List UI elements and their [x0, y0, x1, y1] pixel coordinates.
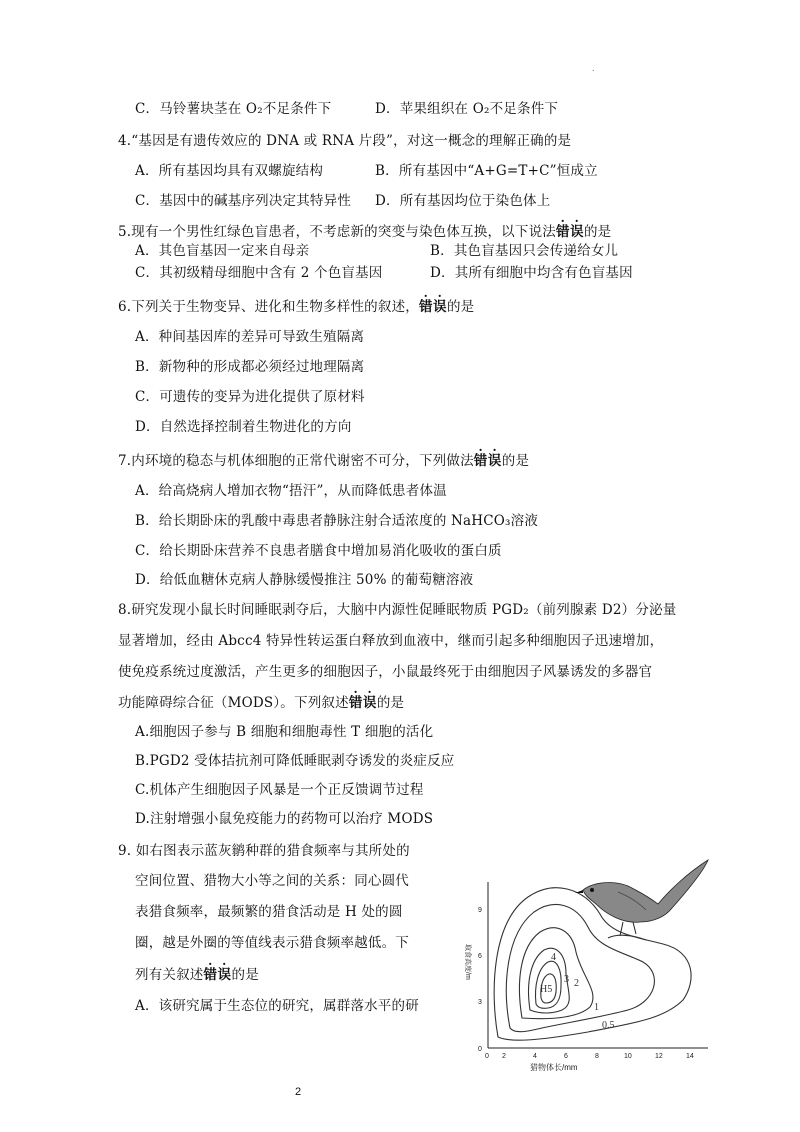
q7-stem-text: 7.内环境的稳态与机体细胞的正常代谢密不可分，下列做法: [118, 453, 474, 469]
q9-line-4: 圈，越是外圈的等值线表示猎食频率越低。下: [135, 935, 409, 951]
contour-label-0.5: 0.5: [602, 1020, 615, 1031]
q6-stem: [118, 298, 474, 316]
contour-label-h5: H5: [540, 984, 553, 995]
q7-emphasis-2: 误: [487, 453, 502, 469]
y-tick-label: 6: [478, 953, 482, 960]
q8-option-a: A.细胞因子参与 B 细胞和细胞毒性 T 细胞的活化: [135, 724, 434, 740]
y-tick-label: 0: [478, 1046, 482, 1053]
q4-option-b: B．所有基因中“A+G=T+C”恒成立: [375, 163, 598, 179]
q3-option-d: D．苹果组织在 O₂不足条件下: [375, 101, 559, 117]
q7-option-d: D．给低血糖休克病人静脉缓慢推注 50% 的葡萄糖溶液: [135, 572, 474, 588]
contour-label-2: 2: [574, 978, 579, 989]
q8-emphasis-2: 误: [362, 695, 377, 711]
x-tick-label: 12: [655, 1053, 663, 1060]
q4-stem: 4.“基因是有遗传效应的 DNA 或 RNA 片段”，对这一概念的理解正确的是: [118, 133, 572, 149]
q9-emphasis-1: 错: [203, 967, 218, 983]
y-tick-label: 9: [478, 907, 482, 914]
q7-stem: [118, 452, 529, 470]
q5-option-a: A．其色盲基因一定来自母亲: [135, 243, 310, 259]
q8-line-2: 显著增加，经由 Abcc4 特异性转运蛋白释放到血液中，继而引起多种细胞因子迅速增加，: [118, 633, 664, 649]
bird-illustration: [575, 860, 708, 940]
contour-label-3: 3: [564, 974, 569, 985]
q3-option-c: C．马铃薯块茎在 O₂不足条件下: [135, 101, 332, 117]
x-tick-label: 10: [624, 1053, 632, 1060]
q8-line-4: [118, 694, 404, 712]
q7-emphasis-1: 错: [473, 453, 488, 469]
x-tick-label: 0: [485, 1053, 489, 1060]
q6-stem-end: 的是: [446, 299, 475, 315]
q5-emphasis-2: 误: [569, 224, 584, 240]
foraging-contour-figure: [458, 852, 720, 1078]
corner-mark: .: [592, 64, 595, 73]
q6-stem-text: 6.下列关于生物变异、进化和生物多样性的叙述，: [118, 299, 419, 315]
q5-option-b: B．其色盲基因只会传递给女儿: [430, 243, 619, 259]
q9-line-2: 空间位置、猎物大小等之间的关系：同心圆代: [135, 873, 409, 889]
q9-line-3: 表猎食频率，最频繁的猎食活动是 H 处的圆: [135, 904, 403, 920]
q7-option-b: B．给长期卧床的乳酸中毒患者静脉注射合适浓度的 NaHCO₃溶液: [135, 513, 539, 529]
q8-option-c: C.机体产生细胞因子风暴是一个正反馈调节过程: [135, 782, 424, 798]
q6-emphasis-1: 错: [418, 299, 433, 315]
q8-emphasis-1: 错: [348, 695, 363, 711]
q7-option-a: A．给高烧病人增加衣物“捂汗”，从而降低患者体温: [135, 483, 447, 499]
q5-stem-end: 的是: [583, 224, 612, 240]
x-axis-label: 猎物体长/mm: [530, 1063, 578, 1072]
q6-option-c: C．可遗传的变异为进化提供了原材料: [135, 389, 365, 405]
q5-option-c: C．其初级精母细胞中含有 2 个色盲基因: [135, 265, 383, 281]
contour-label-1: 1: [594, 1002, 599, 1013]
q6-option-d: D．自然选择控制着生物进化的方向: [135, 419, 352, 435]
q9-line-1: 9. 如右图表示蓝灰鹟种群的猎食频率与其所处的: [118, 843, 410, 859]
q8-line-4-text: 功能障碍综合征（MODS）。下列叙述: [118, 695, 349, 711]
y-tick-label: 3: [478, 999, 482, 1006]
y-axis-label: 取食高度/m: [464, 944, 471, 980]
q5-stem-text: 5.现有一个男性红绿色盲患者，不考虑新的突变与染色体互换，以下说法: [118, 224, 556, 240]
q8-line-4-end: 的是: [376, 695, 405, 711]
contour-label-4: 4: [551, 952, 556, 963]
x-tick-label: 4: [533, 1053, 537, 1060]
q8-option-b: B.PGD2 受体拮抗剂可降低睡眠剥夺诱发的炎症反应: [135, 753, 455, 769]
q8-line-1: 8.研究发现小鼠长时间睡眠剥夺后，大脑中内源性促睡眠物质 PGD₂（前列腺素 D2）分泌量: [118, 602, 677, 618]
q6-emphasis-2: 误: [432, 299, 447, 315]
q6-option-a: A．种间基因库的差异可导致生殖隔离: [135, 329, 365, 345]
q5-stem: [118, 223, 611, 241]
q5-option-d: D．其所有细胞中均含有色盲基因: [430, 265, 633, 281]
q4-option-a: A．所有基因均具有双螺旋结构: [135, 163, 324, 179]
q6-option-b: B．新物种的形成都必须经过地理隔离: [135, 359, 365, 375]
q9-emphasis-2: 误: [217, 967, 232, 983]
x-tick-label: 6: [564, 1053, 568, 1060]
x-tick-label: 8: [595, 1053, 599, 1060]
q8-line-3: 使免疫系统过度激活，产生更多的细胞因子，小鼠最终死于由细胞因子风暴诱发的多器官: [118, 664, 653, 680]
page-number: 2: [295, 1086, 302, 1098]
contour-plot: [458, 852, 720, 1078]
x-tick-label: 2: [502, 1053, 506, 1060]
q4-option-d: D．所有基因均位于染色体上: [375, 193, 551, 209]
q9-option-a: A．该研究属于生态位的研究，属群落水平的研: [135, 998, 419, 1014]
q9-line-5-end: 的是: [231, 967, 259, 983]
q4-option-c: C．基因中的碱基序列决定其特异性: [135, 193, 352, 209]
q8-option-d: D.注射增强小鼠免疫能力的药物可以治疗 MODS: [135, 811, 434, 827]
q7-option-c: C．给长期卧床营养不良患者膳食中增加易消化吸收的蛋白质: [135, 543, 502, 559]
q9-line-5: [135, 966, 259, 984]
q5-emphasis-1: 错: [555, 224, 570, 240]
x-tick-label: 14: [686, 1053, 694, 1060]
q7-stem-end: 的是: [501, 453, 530, 469]
q9-line-5-text: 列有关叙述: [135, 967, 204, 983]
